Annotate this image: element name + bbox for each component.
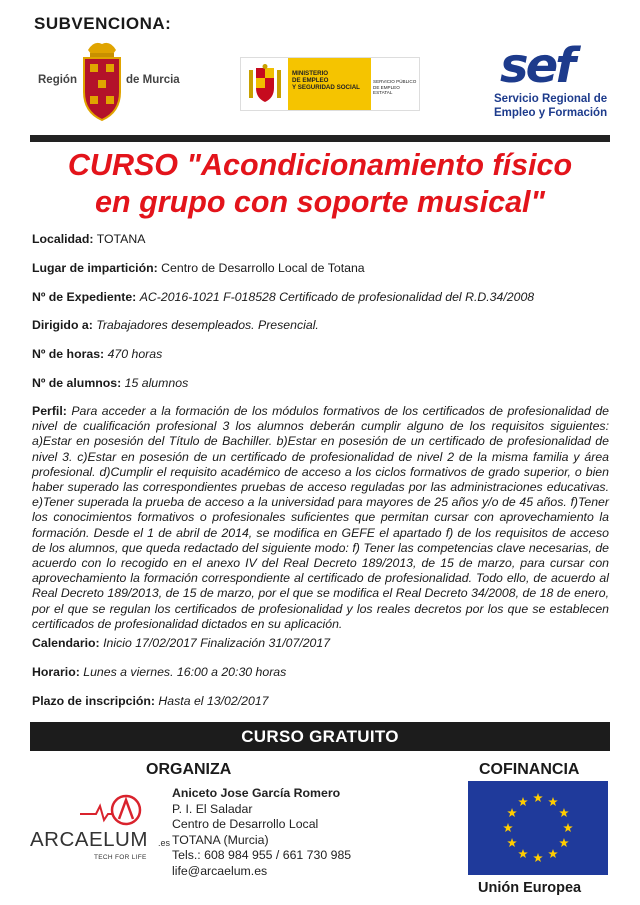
eu-star — [548, 849, 558, 858]
eu-star — [548, 797, 558, 806]
course-title-line-2: en grupo con soporte musical" — [95, 185, 545, 219]
arcaelum-tagline: TECH FOR LIFE — [94, 854, 147, 861]
eu-star — [507, 808, 517, 817]
arcaelum-domain: .es — [158, 838, 171, 848]
eu-star — [518, 797, 528, 806]
organizer-address-3: TOTANA (Murcia) — [172, 832, 269, 847]
sef-logo — [470, 38, 620, 128]
murcia-logo-left-text: Región — [38, 74, 77, 86]
eu-star — [503, 823, 513, 832]
header-divider — [30, 135, 610, 142]
field-expediente: Nº de Expediente: AC-2016-1021 F-018528 Certificado de profesionalidad del R.D.34/2008 — [32, 290, 535, 304]
eu-label: Unión Europea — [478, 880, 582, 896]
curso-gratuito-banner: CURSO GRATUITO — [30, 722, 610, 751]
cofinancia-heading: COFINANCIA — [479, 761, 580, 778]
field-horario: Horario: Lunes a viernes. 16:00 a 20:30 horas — [32, 665, 287, 679]
ministerio-empleo-logo — [240, 57, 420, 111]
organiza-heading: ORGANIZA — [146, 761, 232, 778]
eu-star — [533, 793, 543, 802]
murcia-crest-icon — [80, 40, 124, 126]
field-plazo: Plazo de inscripción: Hasta el 13/02/2017 — [32, 694, 269, 708]
organizer-address-2: Centro de Desarrollo Local — [172, 817, 319, 832]
organizer-name: Aniceto Jose García Romero — [172, 786, 341, 800]
heartbeat-a-icon — [80, 792, 150, 828]
organizer-email: life@arcaelum.es — [172, 863, 268, 878]
subvenciona-heading: SUBVENCIONA: — [34, 14, 172, 33]
arcaelum-wordmark: ARCAELUM — [30, 828, 148, 851]
field-lugar: Lugar de impartición: Centro de Desarrollo Local de Totana — [32, 261, 365, 275]
sef-mark: sef — [500, 38, 574, 94]
field-horas: Nº de horas: 470 horas — [32, 347, 163, 361]
field-localidad: Localidad: TOTANA — [32, 232, 146, 246]
spain-coat-of-arms-icon — [247, 64, 283, 104]
organizer-address-1: P. I. El Saladar — [172, 801, 253, 816]
organizer-contact — [172, 786, 351, 880]
ministerio-text: MINISTERIO DE EMPLEO Y SEGURIDAD SOCIAL — [292, 70, 360, 91]
field-perfil: Perfil: Para acceder a la formación de los módulos formativos de los certificados de profesionalidad de nivel de cualificación profesional 3 los alumnos deberán cumplir alguno de los requisitos siguientes: a)Estar en posesión del Título de Bachiller. b)Estar en posesión de un certificado de profesionalidad de nivel 3. c)Estar en posesión de un certificado de profesionalidad de nivel 2 de la misma familia y área profesional. d)Cumplir el requisito académico de acceso a los ciclos formativos de grado superior, o bien haber superado las correspondientes pruebas de acceso reguladas por las administraciones educativas. e)Tener superada la prueba de acceso a la universidad para mayores de 25 años y/o de 45 años. f)Tener los conocimientos formativos o profesionales suficientes que permitan cursar con aprovechamiento la formación. Desde el 1 de abril de 2014, se modifica en GEFE el apartado f) de los requisitos de acceso de los alumnos, que queda redactado del siguiente modo: f) Tener las competencias clave necesarias, de acuerdo con lo recogido en el anexo IV del Real Decreto 189/2013, de 15 de marzo, para cursar con aprovechamiento la formación correspondiente al certificado de profesionalidad. Todo ello, de acuerdo al Real Decreto 189/2013, de 15 de marzo, por el que se modifica el Real Decreto 34/2008, de 18 de enero, por el que se regulan los certificados de profesionalidad y los reales decretos por los que se establecen certificados de profesionalidad dictados en su aplicación. — [32, 404, 610, 631]
spee-text: SERVICIO PÚBLICO DE EMPLEO ESTATAL — [373, 79, 417, 95]
organizer-phones: Tels.: 608 984 955 / 661 730 985 — [172, 848, 352, 863]
field-calendario: Calendario: Inicio 17/02/2017 Finalización 31/07/2017 — [32, 636, 331, 650]
eu-stars-icon — [468, 781, 608, 875]
sef-text: Servicio Regional de Empleo y Formación — [494, 93, 608, 119]
eu-star — [563, 823, 573, 832]
eu-star — [559, 838, 569, 847]
region-murcia-logo — [38, 40, 188, 128]
eu-star — [533, 853, 543, 862]
eu-star — [518, 849, 528, 858]
eu-star — [559, 808, 569, 817]
field-alumnos: Nº de alumnos: 15 alumnos — [32, 376, 189, 390]
arcaelum-logo — [30, 790, 175, 870]
course-title-line-1: CURSO "Acondicionamiento físico — [67, 148, 573, 182]
field-dirigido: Dirigido a: Trabajadores desempleados. Presencial. — [32, 318, 319, 332]
murcia-logo-right-text: de Murcia — [126, 74, 180, 86]
eu-star — [507, 838, 517, 847]
course-title — [20, 147, 620, 221]
eu-flag — [468, 781, 608, 875]
